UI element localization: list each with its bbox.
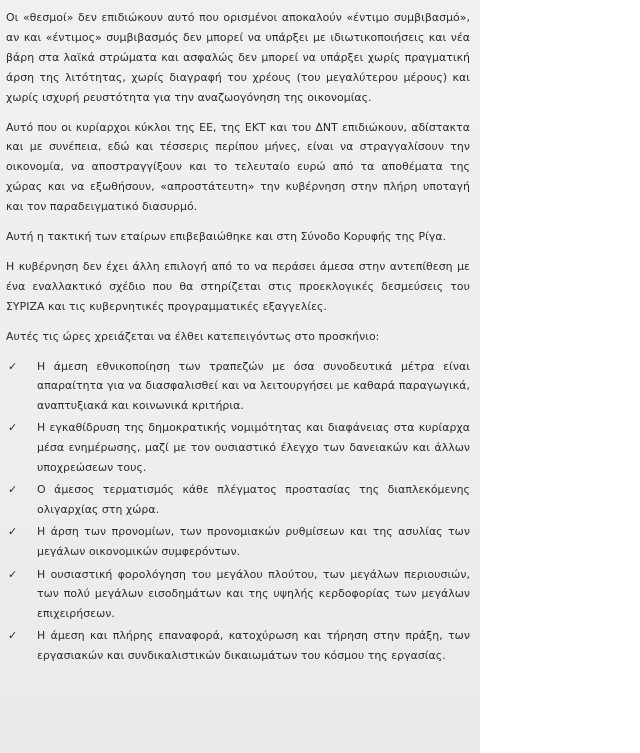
list-item	[6, 418, 470, 477]
list-item	[6, 480, 470, 519]
list-item	[6, 626, 470, 665]
list-item-text: Η ουσιαστική φορολόγηση του μεγάλου πλούτου, των μεγάλων περιουσιών, των πολύ μεγάλων εισοδημάτων και της υψηλής κερδοφορίας των μεγάλων επιχειρήσεων.	[37, 567, 470, 620]
list-item-text: Η εγκαθίδρυση της δημοκρατικής νομιμότητας και διαφάνειας στα κυρίαρχα μέσα ενημέρωσης, μαζί με τον ουσιαστικό έλεγχο των δανειακών και άλλων υποχρεώσεων τους.	[37, 421, 470, 474]
checkmark-icon: ✓	[8, 483, 18, 497]
checkmark-icon: ✓	[8, 629, 18, 643]
checkmark-icon: ✓	[8, 421, 18, 435]
document-body	[6, 8, 470, 669]
paragraph: Οι «θεσμοί» δεν επιδιώκουν αυτό που ορισμένοι αποκαλούν «έντιμο συμβιβασμό», αν και «έντιμος» συμβιβασμός δεν μπορεί να υπάρξει με ιδιωτικοποιήσεις και νέα βάρη στα λαϊκά στρώματα και ασφαλώς δεν μπορεί να υπάρξει χωρίς πραγματική άρση της λιτότητας, χωρίς διαγραφή του χρέους (του μεγαλύτερου μέρους) και χωρίς ισχυρή ρευστότητα για την αναζωογόνηση της οικονομίας.	[6, 11, 470, 104]
paragraph: Αυτή η τακτική των εταίρων επιβεβαιώθηκε και στη Σύνοδο Κορυφής της Ρίγα.	[6, 230, 447, 244]
paragraph: Η κυβέρνηση δεν έχει άλλη επιλογή από το να περάσει άμεσα στην αντεπίθεση με ένα εναλλακτικό σχέδιο που θα στηρίζεται στις προεκλογικές δεσμεύσεις του ΣΥΡΙΖΑ και τις κυβερνητικές προγραμματικές εξαγγελίες.	[6, 259, 470, 313]
demands-list	[6, 357, 470, 666]
paragraph: Αυτές τις ώρες χρειάζεται να έλθει κατεπειγόντως στο προσκήνιο:	[6, 329, 380, 343]
list-item	[6, 357, 470, 416]
checkmark-icon: ✓	[8, 525, 18, 539]
checkmark-icon: ✓	[8, 567, 18, 581]
list-item	[6, 522, 470, 561]
list-item	[6, 565, 470, 624]
checkmark-icon: ✓	[8, 359, 18, 373]
list-item-text: Η άρση των προνομίων, των προνομιακών ρυθμίσεων και της ασυλίας των μεγάλων οικονομικών συμφερόντων.	[37, 525, 470, 558]
list-item-text: Ο άμεσος τερματισμός κάθε πλέγματος προστασίας της διαπλεκόμενης ολιγαρχίας στη χώρα.	[37, 483, 470, 516]
list-item-text: Η άμεση εθνικοποίηση των τραπεζών με όσα συνοδευτικά μέτρα είναι απαραίτητα για να διασφαλισθεί και να λειτουργήσει με καθαρά παραγωγικά, αναπτυξιακά και κοινωνικά κριτήρια.	[37, 359, 470, 412]
paragraph: Αυτό που οι κυρίαρχοι κύκλοι της ΕΕ, της ΕΚΤ και του ΔΝΤ επιδιώκουν, αδίστακτα και με συνέπεια, εδώ και τέσσερις περίπου μήνες, είναι να στραγγαλίσουν την οικονομία, να αποστραγγίξουν και το τελευταίο ευρώ από τα αποθέματα της χώρας και να εξωθήσουν, «απροστάτευτη» την κυβέρνηση στην πλήρη υποταγή και τον παραδειγματικό διασυρμό.	[6, 120, 470, 214]
list-item-text: Η άμεση και πλήρης επαναφορά, κατοχύρωση και τήρηση στην πράξη, των εργασιακών και συνδικαλιστικών δικαιωμάτων του κόσμου της εργασίας.	[37, 629, 470, 662]
blank-margin	[480, 0, 640, 753]
